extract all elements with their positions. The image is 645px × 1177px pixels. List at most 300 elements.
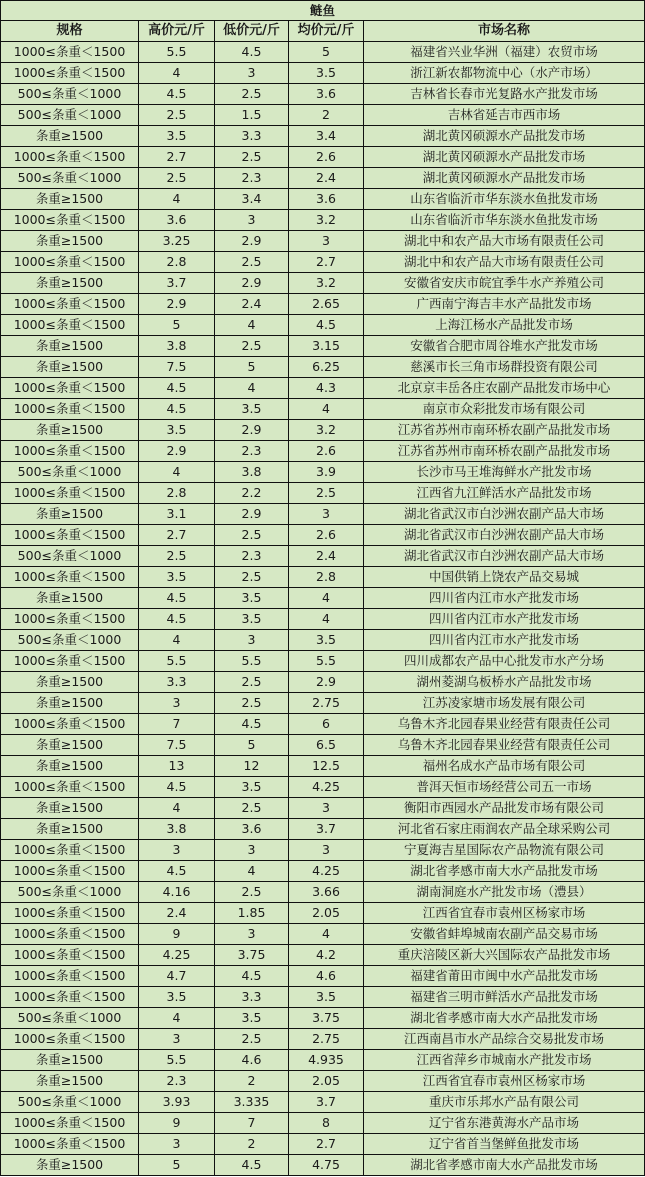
cell-market-name: 湖州菱湖乌板桥水产品批发市场 (364, 672, 645, 693)
cell-low-price: 3 (215, 63, 289, 84)
cell-high-price: 4.5 (139, 84, 215, 105)
table-row (1, 294, 645, 315)
cell-low-price: 1.85 (215, 903, 289, 924)
cell-spec: 条重≥1500 (1, 126, 139, 147)
cell-low-price: 3.6 (215, 819, 289, 840)
cell-avg-price: 6 (289, 714, 364, 735)
cell-avg-price: 2.7 (289, 1134, 364, 1155)
cell-avg-price: 6.25 (289, 357, 364, 378)
cell-high-price: 3 (139, 693, 215, 714)
cell-spec: 条重≥1500 (1, 420, 139, 441)
cell-avg-price: 2.8 (289, 567, 364, 588)
cell-spec: 条重≥1500 (1, 504, 139, 525)
cell-low-price: 2.5 (215, 525, 289, 546)
table-row (1, 882, 645, 903)
cell-low-price: 2.2 (215, 483, 289, 504)
header-avg-price: 均价元/斤 (289, 21, 364, 42)
cell-avg-price: 2.7 (289, 252, 364, 273)
table-row (1, 210, 645, 231)
cell-market-name: 慈溪市长三角市场群投资有限公司 (364, 357, 645, 378)
cell-market-name: 辽宁省首当堡鲜鱼批发市场 (364, 1134, 645, 1155)
cell-high-price: 2.3 (139, 1071, 215, 1092)
cell-low-price: 2 (215, 1134, 289, 1155)
table-header-row (1, 21, 645, 42)
table-row (1, 567, 645, 588)
cell-avg-price: 4 (289, 588, 364, 609)
cell-low-price: 7 (215, 1113, 289, 1134)
cell-avg-price: 3 (289, 840, 364, 861)
cell-market-name: 江西省萍乡市城南水产批发市场 (364, 1050, 645, 1071)
cell-low-price: 4 (215, 378, 289, 399)
cell-low-price: 3 (215, 924, 289, 945)
cell-spec: 1000≤条重＜1500 (1, 315, 139, 336)
cell-low-price: 3.3 (215, 987, 289, 1008)
cell-high-price: 5.5 (139, 651, 215, 672)
cell-spec: 1000≤条重＜1500 (1, 378, 139, 399)
table-row (1, 525, 645, 546)
cell-high-price: 3.5 (139, 987, 215, 1008)
cell-avg-price: 2.4 (289, 546, 364, 567)
cell-market-name: 湖北黄冈硕源水产品批发市场 (364, 168, 645, 189)
table-row (1, 252, 645, 273)
cell-spec: 1000≤条重＜1500 (1, 147, 139, 168)
cell-market-name: 北京京丰岳各庄农副产品批发市场中心 (364, 378, 645, 399)
cell-low-price: 3.3 (215, 126, 289, 147)
table-row (1, 546, 645, 567)
cell-high-price: 5.5 (139, 42, 215, 63)
table-row (1, 378, 645, 399)
cell-spec: 500≤条重＜1000 (1, 168, 139, 189)
cell-spec: 1000≤条重＜1500 (1, 210, 139, 231)
cell-spec: 1000≤条重＜1500 (1, 294, 139, 315)
cell-low-price: 12 (215, 756, 289, 777)
cell-spec: 条重≥1500 (1, 1071, 139, 1092)
cell-high-price: 4.16 (139, 882, 215, 903)
cell-low-price: 3.5 (215, 588, 289, 609)
cell-low-price: 3.8 (215, 462, 289, 483)
table-row (1, 1071, 645, 1092)
cell-spec: 条重≥1500 (1, 588, 139, 609)
cell-spec: 1000≤条重＜1500 (1, 861, 139, 882)
cell-avg-price: 3 (289, 798, 364, 819)
cell-high-price: 2.7 (139, 525, 215, 546)
cell-low-price: 2.5 (215, 1029, 289, 1050)
cell-avg-price: 3.4 (289, 126, 364, 147)
cell-high-price: 3.1 (139, 504, 215, 525)
table-row (1, 273, 645, 294)
cell-market-name: 湖北省孝感市南大水产品批发市场 (364, 1008, 645, 1029)
cell-low-price: 3.4 (215, 189, 289, 210)
cell-avg-price: 3.5 (289, 987, 364, 1008)
cell-spec: 条重≥1500 (1, 819, 139, 840)
cell-high-price: 3.7 (139, 273, 215, 294)
cell-avg-price: 3 (289, 504, 364, 525)
cell-high-price: 3.93 (139, 1092, 215, 1113)
table-row (1, 777, 645, 798)
cell-market-name: 江西省宜春市袁州区杨家市场 (364, 903, 645, 924)
cell-spec: 1000≤条重＜1500 (1, 945, 139, 966)
cell-low-price: 3.75 (215, 945, 289, 966)
table-row (1, 609, 645, 630)
cell-avg-price: 3.9 (289, 462, 364, 483)
cell-high-price: 4 (139, 63, 215, 84)
cell-market-name: 乌鲁木齐北园春果业经营有限责任公司 (364, 735, 645, 756)
cell-high-price: 7.5 (139, 735, 215, 756)
cell-high-price: 2.7 (139, 147, 215, 168)
table-row (1, 231, 645, 252)
cell-spec: 条重≥1500 (1, 357, 139, 378)
cell-spec: 条重≥1500 (1, 273, 139, 294)
cell-low-price: 5.5 (215, 651, 289, 672)
cell-avg-price: 5.5 (289, 651, 364, 672)
cell-avg-price: 3.5 (289, 630, 364, 651)
cell-spec: 1000≤条重＜1500 (1, 483, 139, 504)
table-row (1, 903, 645, 924)
table-row (1, 504, 645, 525)
cell-market-name: 福州名成水产品市场有限公司 (364, 756, 645, 777)
cell-avg-price: 8 (289, 1113, 364, 1134)
table-row (1, 798, 645, 819)
cell-spec: 500≤条重＜1000 (1, 84, 139, 105)
table-row (1, 588, 645, 609)
table-row (1, 987, 645, 1008)
cell-spec: 500≤条重＜1000 (1, 1008, 139, 1029)
cell-spec: 500≤条重＜1000 (1, 546, 139, 567)
table-row (1, 462, 645, 483)
cell-high-price: 7 (139, 714, 215, 735)
cell-low-price: 5 (215, 735, 289, 756)
cell-high-price: 3 (139, 1134, 215, 1155)
cell-avg-price: 3.2 (289, 420, 364, 441)
cell-high-price: 3 (139, 840, 215, 861)
table-row (1, 1050, 645, 1071)
cell-market-name: 中国供销上饶农产品交易城 (364, 567, 645, 588)
cell-spec: 1000≤条重＜1500 (1, 525, 139, 546)
cell-low-price: 4 (215, 861, 289, 882)
cell-spec: 1000≤条重＜1500 (1, 651, 139, 672)
cell-spec: 500≤条重＜1000 (1, 462, 139, 483)
cell-high-price: 2.5 (139, 546, 215, 567)
cell-high-price: 3.8 (139, 336, 215, 357)
cell-high-price: 5 (139, 315, 215, 336)
cell-low-price: 2.9 (215, 504, 289, 525)
cell-avg-price: 2.6 (289, 147, 364, 168)
cell-avg-price: 3 (289, 231, 364, 252)
cell-avg-price: 4 (289, 924, 364, 945)
cell-low-price: 4 (215, 315, 289, 336)
cell-avg-price: 4.5 (289, 315, 364, 336)
cell-high-price: 3.6 (139, 210, 215, 231)
cell-market-name: 福建省三明市鲜活水产品批发市场 (364, 987, 645, 1008)
cell-market-name: 重庆市乐邦水产品有限公司 (364, 1092, 645, 1113)
cell-high-price: 3.25 (139, 231, 215, 252)
table-row (1, 84, 645, 105)
cell-low-price: 2.9 (215, 420, 289, 441)
cell-avg-price: 2.6 (289, 525, 364, 546)
cell-market-name: 湖北省武汉市白沙洲农副产品大市场 (364, 525, 645, 546)
cell-market-name: 四川省内江市水产批发市场 (364, 630, 645, 651)
cell-market-name: 河北省石家庄雨润农产品全球采购公司 (364, 819, 645, 840)
cell-spec: 1000≤条重＜1500 (1, 1029, 139, 1050)
cell-high-price: 4.25 (139, 945, 215, 966)
cell-market-name: 乌鲁木齐北园春果业经营有限责任公司 (364, 714, 645, 735)
cell-high-price: 4.5 (139, 777, 215, 798)
table-row (1, 357, 645, 378)
cell-high-price: 3.5 (139, 126, 215, 147)
cell-low-price: 2.5 (215, 672, 289, 693)
cell-low-price: 3 (215, 840, 289, 861)
cell-high-price: 4 (139, 1008, 215, 1029)
table-row (1, 168, 645, 189)
table-row (1, 336, 645, 357)
cell-avg-price: 2.65 (289, 294, 364, 315)
cell-spec: 1000≤条重＜1500 (1, 777, 139, 798)
cell-low-price: 2 (215, 1071, 289, 1092)
table-row (1, 420, 645, 441)
table-body (1, 42, 645, 1176)
cell-low-price: 2.9 (215, 231, 289, 252)
cell-spec: 条重≥1500 (1, 672, 139, 693)
cell-high-price: 3.8 (139, 819, 215, 840)
cell-high-price: 2.4 (139, 903, 215, 924)
cell-avg-price: 3.7 (289, 1092, 364, 1113)
cell-market-name: 吉林省长春市光复路水产批发市场 (364, 84, 645, 105)
cell-low-price: 2.5 (215, 798, 289, 819)
cell-market-name: 广西南宁海吉丰水产品批发市场 (364, 294, 645, 315)
table-row (1, 840, 645, 861)
cell-market-name: 湖北黄冈硕源水产品批发市场 (364, 126, 645, 147)
table-row (1, 693, 645, 714)
cell-spec: 1000≤条重＜1500 (1, 63, 139, 84)
cell-market-name: 衡阳市西园水产品批发市场有限公司 (364, 798, 645, 819)
cell-avg-price: 2.9 (289, 672, 364, 693)
cell-market-name: 山东省临沂市华东淡水鱼批发市场 (364, 189, 645, 210)
cell-market-name: 四川成都农产品中心批发市水产分场 (364, 651, 645, 672)
cell-avg-price: 3.2 (289, 273, 364, 294)
cell-low-price: 4.5 (215, 42, 289, 63)
cell-spec: 1000≤条重＜1500 (1, 987, 139, 1008)
table-row (1, 735, 645, 756)
cell-high-price: 2.9 (139, 294, 215, 315)
cell-spec: 1000≤条重＜1500 (1, 840, 139, 861)
cell-low-price: 2.5 (215, 693, 289, 714)
cell-low-price: 2.5 (215, 336, 289, 357)
cell-market-name: 安徽省合肥市周谷堆水产批发市场 (364, 336, 645, 357)
cell-high-price: 4 (139, 798, 215, 819)
cell-market-name: 吉林省延吉市西市场 (364, 105, 645, 126)
table-row (1, 63, 645, 84)
cell-high-price: 4 (139, 462, 215, 483)
cell-high-price: 4.5 (139, 588, 215, 609)
cell-low-price: 3.5 (215, 1008, 289, 1029)
table-row (1, 924, 645, 945)
cell-low-price: 3.5 (215, 399, 289, 420)
cell-low-price: 5 (215, 357, 289, 378)
cell-low-price: 2.9 (215, 273, 289, 294)
cell-market-name: 江西省九江鲜活水产品批发市场 (364, 483, 645, 504)
cell-avg-price: 3.15 (289, 336, 364, 357)
table-title-row (1, 1, 645, 21)
cell-low-price: 2.5 (215, 84, 289, 105)
cell-spec: 条重≥1500 (1, 189, 139, 210)
cell-low-price: 4.5 (215, 714, 289, 735)
cell-low-price: 3 (215, 210, 289, 231)
cell-market-name: 湖南洞庭水产批发市场（澧县） (364, 882, 645, 903)
cell-high-price: 3.5 (139, 420, 215, 441)
table-row (1, 189, 645, 210)
cell-high-price: 4 (139, 189, 215, 210)
cell-avg-price: 4.25 (289, 777, 364, 798)
cell-market-name: 上海江杨水产品批发市场 (364, 315, 645, 336)
table-row (1, 147, 645, 168)
cell-low-price: 1.5 (215, 105, 289, 126)
cell-market-name: 湖北省孝感市南大水产品批发市场 (364, 861, 645, 882)
table-row (1, 399, 645, 420)
cell-avg-price: 4.75 (289, 1155, 364, 1176)
cell-high-price: 3.3 (139, 672, 215, 693)
cell-avg-price: 2.05 (289, 1071, 364, 1092)
cell-high-price: 4.5 (139, 399, 215, 420)
cell-high-price: 4.5 (139, 861, 215, 882)
cell-market-name: 南京市众彩批发市场有限公司 (364, 399, 645, 420)
cell-high-price: 7.5 (139, 357, 215, 378)
cell-low-price: 2.5 (215, 252, 289, 273)
cell-spec: 条重≥1500 (1, 756, 139, 777)
cell-low-price: 2.4 (215, 294, 289, 315)
table-row (1, 1134, 645, 1155)
cell-avg-price: 4.25 (289, 861, 364, 882)
cell-spec: 500≤条重＜1000 (1, 1092, 139, 1113)
header-low-price: 低价元/斤 (215, 21, 289, 42)
cell-market-name: 江西南昌市水产品综合交易批发市场 (364, 1029, 645, 1050)
cell-spec: 1000≤条重＜1500 (1, 966, 139, 987)
cell-market-name: 湖北省武汉市白沙洲农副产品大市场 (364, 504, 645, 525)
header-spec: 规格 (1, 21, 139, 42)
cell-avg-price: 6.5 (289, 735, 364, 756)
table-row (1, 105, 645, 126)
cell-low-price: 3.5 (215, 777, 289, 798)
table-row (1, 714, 645, 735)
cell-spec: 1000≤条重＜1500 (1, 1134, 139, 1155)
cell-high-price: 9 (139, 924, 215, 945)
cell-market-name: 安徽省蚌埠城南农副产品交易市场 (364, 924, 645, 945)
cell-avg-price: 2.6 (289, 441, 364, 462)
cell-low-price: 2.5 (215, 567, 289, 588)
cell-market-name: 江西省宜春市袁州区杨家市场 (364, 1071, 645, 1092)
cell-avg-price: 2 (289, 105, 364, 126)
cell-high-price: 4.5 (139, 378, 215, 399)
cell-high-price: 3 (139, 1029, 215, 1050)
cell-high-price: 2.9 (139, 441, 215, 462)
cell-low-price: 3 (215, 630, 289, 651)
cell-market-name: 宁夏海吉星国际农产品物流有限公司 (364, 840, 645, 861)
cell-spec: 1000≤条重＜1500 (1, 567, 139, 588)
cell-avg-price: 3.6 (289, 84, 364, 105)
cell-spec: 条重≥1500 (1, 798, 139, 819)
cell-market-name: 普洱天恒市场经营公司五一市场 (364, 777, 645, 798)
cell-spec: 1000≤条重＜1500 (1, 399, 139, 420)
cell-high-price: 9 (139, 1113, 215, 1134)
table-row (1, 651, 645, 672)
table-row (1, 315, 645, 336)
cell-high-price: 4 (139, 630, 215, 651)
cell-market-name: 江苏省苏州市南环桥农副产品批发市场 (364, 420, 645, 441)
header-market-name: 市场名称 (364, 21, 645, 42)
cell-market-name: 长沙市马王堆海鲜水产批发市场 (364, 462, 645, 483)
cell-market-name: 江苏省苏州市南环桥农副产品批发市场 (364, 441, 645, 462)
table-row (1, 819, 645, 840)
cell-spec: 1000≤条重＜1500 (1, 42, 139, 63)
cell-market-name: 福建省莆田市闽中水产品批发市场 (364, 966, 645, 987)
cell-market-name: 湖北省武汉市白沙洲农副产品大市场 (364, 546, 645, 567)
cell-market-name: 湖北中和农产品大市场有限责任公司 (364, 252, 645, 273)
cell-avg-price: 4.3 (289, 378, 364, 399)
cell-avg-price: 5 (289, 42, 364, 63)
cell-avg-price: 3.5 (289, 63, 364, 84)
cell-avg-price: 2.05 (289, 903, 364, 924)
cell-high-price: 2.8 (139, 252, 215, 273)
cell-market-name: 安徽省安庆市皖宜季牛水产养殖公司 (364, 273, 645, 294)
cell-avg-price: 4 (289, 399, 364, 420)
cell-avg-price: 2.75 (289, 1029, 364, 1050)
table-row (1, 966, 645, 987)
cell-low-price: 2.3 (215, 168, 289, 189)
cell-low-price: 2.3 (215, 441, 289, 462)
table-row (1, 1029, 645, 1050)
cell-avg-price: 4.2 (289, 945, 364, 966)
cell-market-name: 湖北中和农产品大市场有限责任公司 (364, 231, 645, 252)
cell-high-price: 4.5 (139, 609, 215, 630)
cell-high-price: 2.5 (139, 168, 215, 189)
cell-spec: 1000≤条重＜1500 (1, 1113, 139, 1134)
cell-high-price: 13 (139, 756, 215, 777)
cell-avg-price: 4 (289, 609, 364, 630)
cell-high-price: 5.5 (139, 1050, 215, 1071)
table-row (1, 1008, 645, 1029)
cell-avg-price: 3.6 (289, 189, 364, 210)
cell-high-price: 4.7 (139, 966, 215, 987)
cell-spec: 条重≥1500 (1, 693, 139, 714)
table-row (1, 672, 645, 693)
table-title: 鲢鱼 (1, 1, 645, 21)
cell-market-name: 江苏凌家塘市场发展有限公司 (364, 693, 645, 714)
cell-market-name: 四川省内江市水产批发市场 (364, 588, 645, 609)
table-row (1, 1092, 645, 1113)
cell-market-name: 四川省内江市水产批发市场 (364, 609, 645, 630)
cell-high-price: 5 (139, 1155, 215, 1176)
table-row (1, 630, 645, 651)
cell-market-name: 福建省兴业华洲（福建）农贸市场 (364, 42, 645, 63)
cell-avg-price: 3.7 (289, 819, 364, 840)
cell-spec: 1000≤条重＜1500 (1, 252, 139, 273)
cell-avg-price: 3.66 (289, 882, 364, 903)
cell-spec: 条重≥1500 (1, 336, 139, 357)
cell-low-price: 4.5 (215, 966, 289, 987)
cell-market-name: 湖北省孝感市南大水产品批发市场 (364, 1155, 645, 1176)
cell-spec: 1000≤条重＜1500 (1, 714, 139, 735)
cell-high-price: 2.5 (139, 105, 215, 126)
cell-low-price: 2.5 (215, 147, 289, 168)
table-row (1, 861, 645, 882)
cell-avg-price: 3.75 (289, 1008, 364, 1029)
cell-spec: 条重≥1500 (1, 735, 139, 756)
cell-avg-price: 2.5 (289, 483, 364, 504)
table-row (1, 756, 645, 777)
header-high-price: 高价元/斤 (139, 21, 215, 42)
table-row (1, 126, 645, 147)
cell-market-name: 重庆涪陵区新大兴国际农产品批发市场 (364, 945, 645, 966)
cell-low-price: 4.5 (215, 1155, 289, 1176)
